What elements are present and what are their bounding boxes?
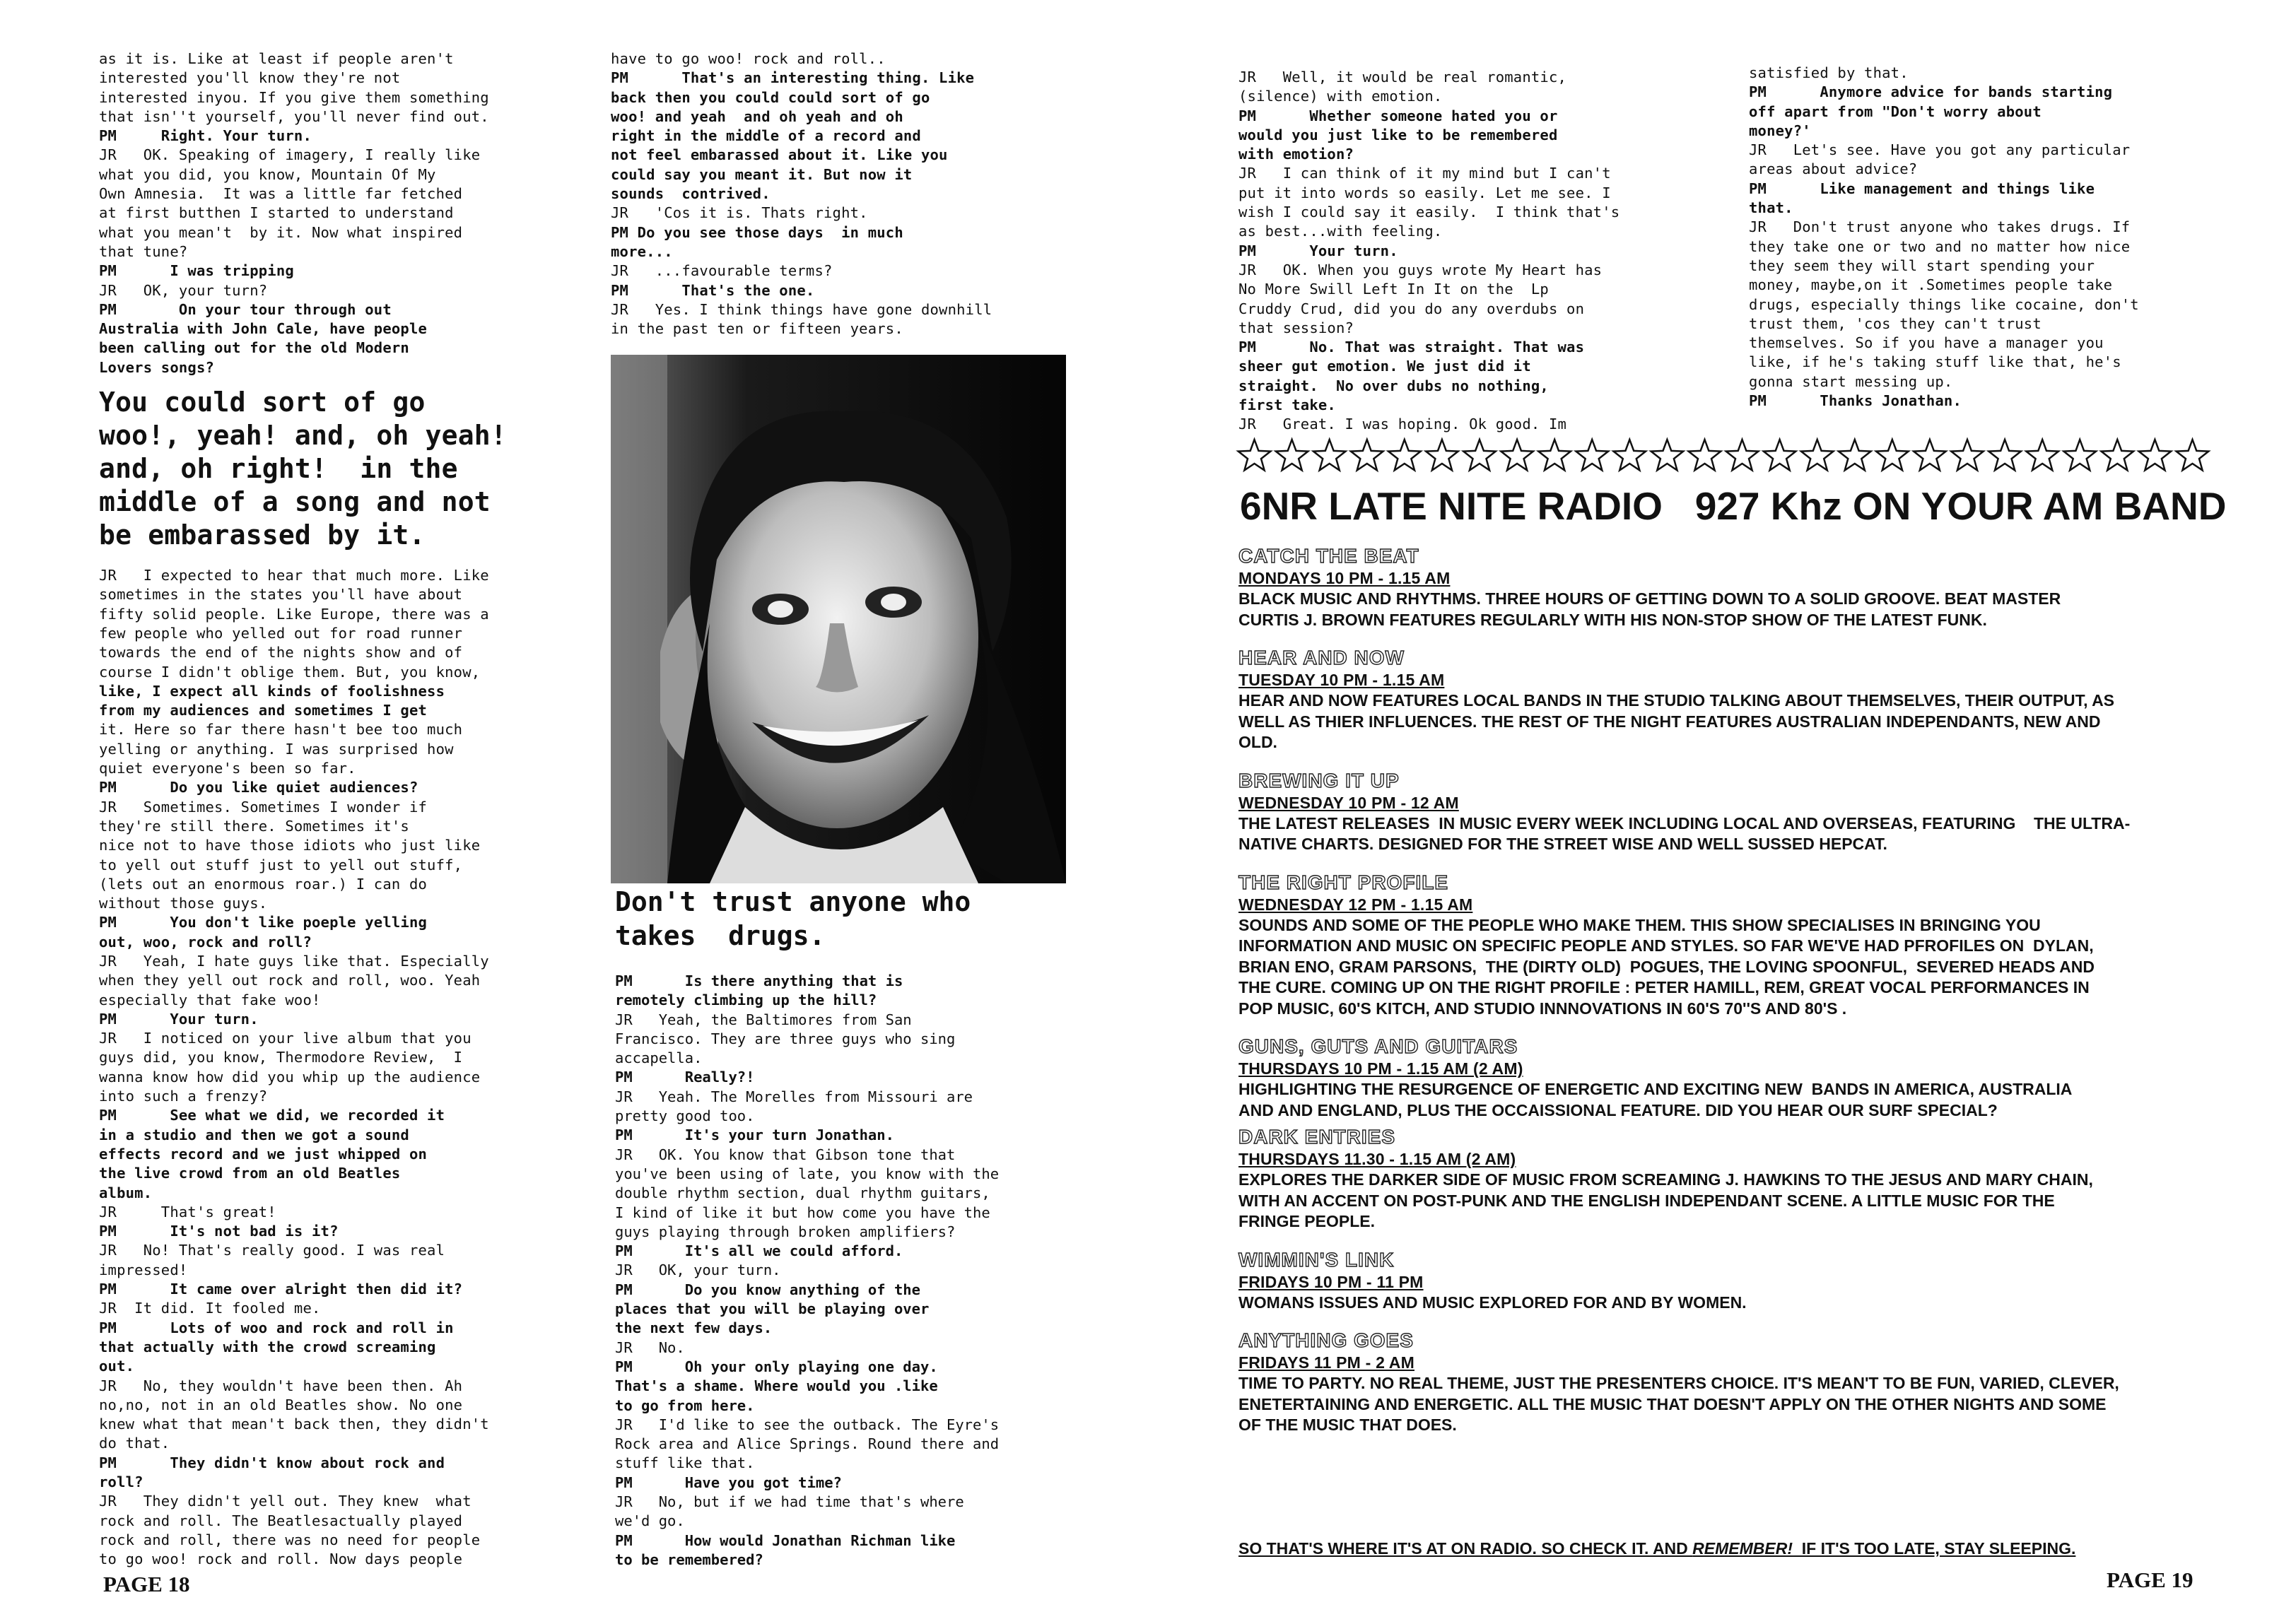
text-line: effects record and we just whipped on [99, 1145, 428, 1163]
text-line: they take one or two and no matter how nice [1749, 237, 2131, 255]
show-time: TUESDAY 10 PM - 1.15 AM [1238, 671, 1445, 689]
text-line: Cruddy Crud, did you do any overdubs on [1238, 300, 1585, 317]
text-line: at first butthen I started to understand [99, 204, 454, 222]
text-line: guys playing through broken amplifiers? [615, 1223, 956, 1240]
star-icon [1388, 440, 1421, 470]
text-line: the live crowd from an old Beatles [99, 1165, 401, 1182]
text-line: that isn''t yourself, you'll never find out. [99, 107, 489, 125]
text-line: like, I expect all kinds of foolishness [99, 682, 445, 700]
text-line: pretty good too. [615, 1107, 755, 1125]
star-icon [1651, 440, 1684, 470]
text-line: no,no, not in an old Beatles show. No one [99, 1396, 463, 1413]
show-name: THE RIGHT PROFILE [1238, 871, 1448, 893]
text-line: what you did, you know, Mountain Of My [99, 165, 436, 183]
show-description-line: TIME TO PARTY. NO REAL THEME, JUST THE PRESENTERS CHOICE. IT'S MEAN'T TO BE FUN, VARIED, CLEVER, [1238, 1374, 2119, 1392]
show-description-line: ENETERTAINING AND ENERGETIC. ALL THE MUSIC THAT DOESN'T APPLY ON THE OTHER NIGHTS AND SOME [1238, 1394, 2107, 1413]
text-line: JR Yeah, the Baltimores from San [615, 1011, 912, 1028]
interview-text-col1-bottom [99, 566, 566, 1569]
text-line: JR Well, it would be real romantic, [1238, 69, 1567, 86]
text-line: accapella. [615, 1049, 703, 1067]
text-line: in the past ten or fifteen years. [611, 320, 903, 338]
show-name: WIMMIN'S LINK [1238, 1248, 1395, 1271]
text-line: PM Like management and things like [1749, 180, 2095, 197]
text-line: drugs, especially things like cocaine, don't [1749, 295, 2139, 313]
text-line: PM I was tripping [99, 262, 294, 280]
star-icon [2139, 440, 2172, 470]
text-line: JR Let's see. Have you got any particular [1749, 141, 2131, 159]
text-line: That's a shame. Where would you .like [615, 1377, 938, 1395]
text-line: without those guys. [99, 895, 268, 912]
text-line: double rhythm section, dual rhythm guitars, [615, 1184, 990, 1202]
text-line: JR Yeah. The Morelles from Missouri are [615, 1088, 973, 1105]
radio-station-title: 6NR LATE NITE RADIO 927 Khz ON YOUR AM BAND [1240, 484, 2227, 528]
star-icon [1914, 440, 1946, 470]
text-line: with emotion? [1238, 146, 1354, 163]
text-line: PM It came over alright then did it? [99, 1281, 463, 1298]
pull-quote-line: woo!, yeah! and, oh yeah! [99, 420, 507, 452]
text-line: PM No. That was straight. That was [1238, 339, 1585, 356]
text-line: that. [1749, 199, 1793, 217]
text-line: PM On your tour through out [99, 300, 392, 318]
show-description-line: THE CURE. COMING UP ON THE RIGHT PROFILE : PETER HAMILL, REM, GREAT VOCAL PERFORMANCES IN [1238, 978, 2090, 996]
show-description-line: HIGHLIGHTING THE RESURGENCE OF ENERGETIC AND EXCITING NEW BANDS IN AMERICA, AUSTRALIA [1238, 1080, 2073, 1098]
page19-column-2 [1749, 64, 2220, 411]
text-line: few people who yelled out for road runner [99, 624, 463, 642]
footer-text-a: SO THAT'S WHERE IT'S AT ON RADIO. SO CHECK IT. AND [1238, 1539, 1693, 1558]
radio-show [1238, 1329, 2221, 1436]
pull-quote-2 [615, 885, 1067, 953]
text-line: PM It's all we could afford. [615, 1242, 903, 1260]
text-line: guys did, you know, Thermodore Review, I [99, 1049, 463, 1066]
text-line: JR Great. I was hoping. Ok good. Im [1238, 416, 1567, 433]
star-icon [2026, 440, 2058, 470]
text-line: woo! and yeah and oh yeah and oh [611, 107, 903, 125]
text-line: JR I noticed on your live album that you [99, 1030, 472, 1047]
interview-text-col2-bottom [615, 972, 1083, 1570]
text-line: stuff like that. [615, 1454, 755, 1472]
text-line: PM Your turn. [99, 1010, 259, 1028]
footer-text-c: IF IT'S TOO LATE, STAY SLEEPING. [1793, 1539, 2076, 1558]
show-time: FRIDAYS 10 PM - 11 PM [1238, 1272, 1424, 1291]
text-line: do that. [99, 1435, 170, 1452]
text-line: trust them, 'cos they can't trust [1749, 314, 2042, 332]
interview-text-col2-top [611, 49, 1079, 339]
show-description-line: NATIVE CHARTS. DESIGNED FOR THE STREET WISE AND WELL SUSSED HEPCAT. [1238, 835, 1887, 853]
text-line: to go from here. [615, 1396, 755, 1414]
text-line: JR Yes. I think things have gone downhill [611, 300, 992, 318]
star-icon [1614, 440, 1646, 470]
text-line: that session? [1238, 319, 1354, 336]
show-description-line: WITH AN ACCENT ON POST-PUNK AND THE ENGLISH INDEPENDANT SCENE. A LITTLE MUSIC FOR THE [1238, 1191, 2055, 1210]
text-line: especially that fake woo! [99, 991, 321, 1008]
text-line: first take. [1238, 396, 1336, 414]
pull-quote-line: middle of a song and not [99, 486, 491, 518]
text-line: right in the middle of a record and [611, 127, 921, 145]
radio-show [1238, 769, 2221, 855]
show-description [1238, 1079, 2221, 1121]
text-line: PM Your turn. [1238, 242, 1398, 259]
text-line: JR No, but if we had time that's where [615, 1493, 964, 1511]
text-line: PM It's not bad is it? [99, 1223, 339, 1240]
text-line: I kind of like it but how come you have the [615, 1204, 990, 1221]
text-line: from my audiences and sometimes I get [99, 702, 428, 719]
star-icon [1501, 440, 1533, 470]
star-icon [1576, 440, 1608, 470]
footer-text-remember: REMEMBER! [1692, 1539, 1793, 1558]
text-line: JR No! That's really good. I was real [99, 1242, 445, 1259]
star-divider [1236, 437, 2211, 476]
show-description-line: OLD. [1238, 733, 1277, 751]
text-line: (lets out an enormous roar.) I can do [99, 875, 428, 893]
text-line: it. Here so far there hasn't bee too much [99, 721, 463, 739]
star-icon [1538, 440, 1571, 470]
show-time: THURSDAYS 10 PM - 1.15 AM (2 AM) [1238, 1059, 1523, 1078]
text-line: sheer gut emotion. We just did it [1238, 358, 1531, 375]
text-line: PM Right. Your turn. [99, 127, 312, 145]
text-line: album. [99, 1184, 153, 1201]
text-line: JR OK. You know that Gibson tone that [615, 1146, 956, 1163]
text-line: PM Do you like quiet audiences? [99, 779, 418, 796]
pull-quote-line: takes drugs. [615, 920, 826, 951]
show-description [1238, 1170, 2221, 1232]
text-line: you've been using of late, you know with the [615, 1165, 1000, 1182]
star-icon [1726, 440, 1759, 470]
text-line: JR 'Cos it is. Thats right. [611, 204, 868, 222]
text-line: interested you'll know they're not [99, 69, 401, 87]
text-line: PM Oh your only playing one day. [615, 1358, 938, 1375]
star-icon [1801, 440, 1834, 470]
smiling-man-photo-illustration [611, 355, 1066, 883]
pull-quote-line: be embarassed by it. [99, 519, 426, 551]
text-line: JR I'd like to see the outback. The Eyre's [615, 1416, 1000, 1433]
star-icon [2102, 440, 2134, 470]
text-line: quiet everyone's been so far. [99, 760, 356, 777]
show-description [1238, 589, 2221, 630]
text-line: they seem they will start spending your [1749, 257, 2095, 274]
text-line: Rock area and Alice Springs. Round there and [615, 1435, 1000, 1453]
star-icon [2063, 440, 2096, 470]
text-line: that tune? [99, 242, 188, 260]
radio-show [1238, 1035, 2221, 1121]
text-line: JR I can think of it my mind but I can't [1238, 165, 1611, 182]
show-description-line: AND AND ENGLAND, PLUS THE OCCAISSIONAL FEATURE. DID YOU HEAR OUR SURF SPECIAL? [1238, 1100, 1998, 1119]
star-icon [1463, 440, 1496, 470]
show-description [1238, 1293, 2221, 1314]
text-line: gonna start messing up. [1749, 372, 1953, 390]
pull-quote-1 [99, 386, 566, 552]
text-line: what you mean't by it. Now what inspired [99, 223, 463, 241]
show-description-line: INFORMATION AND MUSIC ON SPECIFIC PEOPLE AND STYLES. SO FAR WE'VE HAD PFROFILES ON DYLAN, [1238, 936, 2094, 955]
text-line: JR That's great! [99, 1203, 276, 1220]
text-line: JR Sometimes. Sometimes I wonder if [99, 798, 428, 816]
show-description-line: THE LATEST RELEASES IN MUSIC EVERY WEEK INCLUDING LOCAL AND OVERSEAS, FEATURING THE ULTRA- [1238, 813, 2131, 832]
text-line: to yell out stuff just to yell out stuff, [99, 856, 463, 873]
star-icon [1351, 440, 1383, 470]
pull-quote-line: You could sort of go [99, 387, 426, 418]
text-line: the next few days. [615, 1319, 773, 1337]
interview-text-col1-top [99, 49, 566, 377]
text-line: have to go woo! rock and roll.. [611, 50, 886, 67]
text-line: JR No, they wouldn't have been then. Ah [99, 1377, 463, 1394]
page19-column-1 [1238, 68, 1691, 435]
show-time: THURSDAYS 11.30 - 1.15 AM (2 AM) [1238, 1150, 1516, 1168]
show-description-line: POP MUSIC, 60'S KITCH, AND STUDIO INNNOVATIONS IN 60'S 70''S AND 80'S . [1238, 999, 1847, 1018]
text-line: satisfied by that. [1749, 64, 1909, 81]
show-description [1238, 690, 2221, 753]
show-name: CATCH THE BEAT [1238, 545, 1419, 567]
show-description [1238, 1373, 2221, 1436]
show-description-line: HEAR AND NOW FEATURES LOCAL BANDS IN THE STUDIO TALKING ABOUT THEMSELVES, THEIR OUTPUT, AS [1238, 691, 2115, 710]
text-line: rock and roll, there was no need for people [99, 1531, 481, 1548]
text-line: as best...with feeling. [1238, 223, 1443, 240]
show-description-line: WELL AS THIER INFLUENCES. THE REST OF THE NIGHT FEATURES AUSTRALIAN INDEPENDANTS, NEW AND [1238, 712, 2101, 731]
text-line: rock and roll. The Beatlesactually played [99, 1512, 463, 1529]
text-line: nice not to have those idiots who just like [99, 837, 481, 854]
text-line: interested inyou. If you give them something [99, 88, 489, 106]
star-icon [1689, 440, 1721, 470]
radio-show [1238, 544, 2221, 630]
page-number-19: PAGE 19 [2107, 1567, 2194, 1592]
text-line: Own Amnesia. It was a little far fetched [99, 185, 463, 203]
text-line: sounds contrived. [611, 185, 771, 203]
text-line: PM They didn't know about rock and [99, 1454, 445, 1471]
text-line: back then you could could sort of go [611, 88, 930, 106]
text-line: more... [611, 242, 673, 260]
text-line: we'd go. [615, 1512, 685, 1530]
text-line: PM You don't like poeple yelling [99, 914, 428, 931]
text-line: into such a frenzy? [99, 1088, 268, 1105]
text-line: off apart from "Don't worry about [1749, 102, 2042, 120]
star-icon [2177, 440, 2209, 470]
text-line: PM How would Jonathan Richman like [615, 1531, 956, 1549]
text-line: areas about advice? [1749, 160, 1918, 178]
text-line: wish I could say it easily. I think that's [1238, 204, 1620, 221]
text-line: towards the end of the nights show and of [99, 644, 463, 661]
text-line: places that you will be playing over [615, 1300, 930, 1318]
text-line: PM It's your turn Jonathan. [615, 1126, 894, 1144]
show-name: ANYTHING GOES [1238, 1329, 1414, 1351]
text-line: out, woo, rock and roll? [99, 933, 312, 951]
show-description-line: BLACK MUSIC AND RHYTHMS. THREE HOURS OF GETTING DOWN TO A SOLID GROOVE. BEAT MASTER [1238, 589, 2061, 608]
text-line: yelling or anything. I was surprised how [99, 740, 454, 758]
text-line: would you just like to be remembered [1238, 126, 1558, 143]
interview-photo [611, 355, 1066, 883]
text-line: in a studio and then we got a sound [99, 1126, 409, 1143]
text-line: as it is. Like at least if people aren't [99, 50, 454, 67]
text-line: PM Anymore advice for bands starting [1749, 83, 2113, 101]
show-name: HEAR AND NOW [1238, 647, 1405, 669]
text-line: JR OK. When you guys wrote My Heart has [1238, 261, 1603, 278]
text-line: PM Lots of woo and rock and roll in [99, 1319, 454, 1336]
text-line: PM Do you see those days in much [611, 223, 903, 241]
text-line: JR I expected to hear that much more. Like [99, 567, 489, 584]
radio-show [1238, 1125, 2221, 1232]
text-line: money?' [1749, 122, 1811, 139]
text-line: JR Yeah, I hate guys like that. Especially [99, 952, 489, 970]
text-line: JR No. [615, 1338, 685, 1356]
text-line: No More Swill Left In It on the Lp [1238, 281, 1549, 298]
text-line: PM Thanks Jonathan. [1749, 392, 1962, 410]
pull-quote-line: Don't trust anyone who [615, 886, 971, 917]
text-line: when they yell out rock and roll, woo. Yeah [99, 972, 481, 989]
text-line: Francisco. They are three guys who sing [615, 1030, 956, 1047]
text-line: PM Is there anything that is [615, 972, 903, 989]
text-line: themselves. So if you have a manager you [1749, 334, 2104, 352]
show-description [1238, 813, 2221, 855]
text-line: PM Whether someone hated you or [1238, 107, 1558, 124]
show-description-line: WOMANS ISSUES AND MUSIC EXPLORED FOR AND BY WOMEN. [1238, 1293, 1747, 1312]
text-line: JR It did. It fooled me. [99, 1300, 321, 1317]
page18-column-2 [611, 49, 1079, 339]
radio-footer-note [1238, 1539, 2075, 1558]
text-line: JR OK. Speaking of imagery, I really like [99, 146, 481, 164]
text-line: PM Do you know anything of the [615, 1281, 920, 1298]
star-icon [1313, 440, 1346, 470]
text-line: PM That's an interesting thing. Like [611, 69, 975, 87]
text-line: straight. No over dubs no nothing, [1238, 377, 1549, 394]
radio-show [1238, 646, 2221, 753]
text-line: fifty solid people. Like Europe, there was a [99, 605, 489, 623]
text-line: PM Have you got time? [615, 1473, 842, 1491]
text-line: money, maybe,on it .Sometimes people take [1749, 276, 2113, 294]
text-line: knew what that mean't back then, they didn't [99, 1416, 489, 1433]
text-line: that actually with the crowd screaming [99, 1338, 436, 1355]
pull-quote-line: and, oh right! in the [99, 453, 458, 485]
text-line: JR ...favourable terms? [611, 262, 833, 280]
star-icon [1988, 440, 2021, 470]
text-line: PM See what we did, we recorded it [99, 1107, 445, 1124]
show-name: DARK ENTRIES [1238, 1126, 1396, 1148]
text-line: JR They didn't yell out. They knew what [99, 1493, 472, 1510]
star-icon [1238, 440, 1271, 470]
text-line: JR OK, your turn. [615, 1261, 781, 1279]
star-icon [1951, 440, 1984, 470]
star-icon [1876, 440, 1909, 470]
show-time: WEDNESDAY 12 PM - 1.15 AM [1238, 895, 1473, 914]
show-description-line: FRINGE PEOPLE. [1238, 1212, 1375, 1230]
star-icon [1276, 440, 1308, 470]
show-description [1238, 915, 2221, 1020]
show-description-line: CURTIS J. BROWN FEATURES REGULARLY WITH HIS NON-STOP SHOW OF THE LATEST FUNK. [1238, 610, 1987, 629]
text-line: roll? [99, 1473, 144, 1490]
text-line: out. [99, 1358, 135, 1375]
star-icon [1426, 440, 1458, 470]
text-line: they're still there. Sometimes it's [99, 817, 409, 835]
show-name: GUNS, GUTS AND GUITARS [1238, 1035, 1518, 1057]
text-line: Lovers songs? [99, 358, 215, 376]
text-line: to go woo! rock and roll. Now days people [99, 1551, 463, 1568]
text-line: could say you meant it. But now it [611, 165, 913, 183]
show-description-line: OF THE MUSIC THAT DOES. [1238, 1416, 1457, 1434]
text-line: JR Don't trust anyone who takes drugs. If [1749, 218, 2131, 236]
show-name: BREWING IT UP [1238, 769, 1400, 792]
radio-show [1238, 1248, 2221, 1314]
show-description-line: EXPLORES THE DARKER SIDE OF MUSIC FROM SCREAMING J. HAWKINS TO THE JESUS AND MARY CHAIN, [1238, 1170, 2093, 1189]
show-description-line: BRIAN ENO, GRAM PARSONS, THE (DIRTY OLD) POGUES, THE LOVING SPOONFUL, SEVERED HEADS AND [1238, 957, 2095, 976]
show-time: WEDNESDAY 10 PM - 12 AM [1238, 793, 1459, 812]
text-line: JR OK, your turn? [99, 281, 268, 299]
text-line: impressed! [99, 1261, 188, 1278]
radio-show-list [1238, 544, 2221, 1436]
text-line: (silence) with emotion. [1238, 88, 1443, 105]
text-line: PM Really?! [615, 1069, 755, 1086]
text-line: Australia with John Cale, have people [99, 320, 428, 338]
show-time: MONDAYS 10 PM - 1.15 AM [1238, 569, 1451, 587]
radio-show [1238, 871, 2221, 1020]
text-line: wanna know how did you whip up the audience [99, 1068, 481, 1085]
text-line: course I didn't oblige them. But, you know, [99, 663, 481, 681]
text-line: like, if he's taking stuff like that, he's [1749, 353, 2121, 371]
text-line: put it into words so easily. Let me see. I [1238, 184, 1611, 201]
text-line: PM That's the one. [611, 281, 815, 299]
show-time: FRIDAYS 11 PM - 2 AM [1238, 1353, 1414, 1372]
text-line: not feel embarassed about it. Like you [611, 146, 948, 164]
page-number-18: PAGE 18 [103, 1572, 190, 1596]
text-line: been calling out for the old Modern [99, 339, 409, 357]
star-icon [1839, 440, 1871, 470]
text-line: remotely climbing up the hill? [615, 992, 877, 1009]
star-icon [1764, 440, 1796, 470]
text-line: to be remembered? [615, 1551, 763, 1568]
text-line: sometimes in the states you'll have about [99, 586, 463, 604]
show-description-line: SOUNDS AND SOME OF THE PEOPLE WHO MAKE THEM. THIS SHOW SPECIALISES IN BRINGING YOU [1238, 915, 2041, 934]
page18-column-1 [99, 49, 566, 1569]
